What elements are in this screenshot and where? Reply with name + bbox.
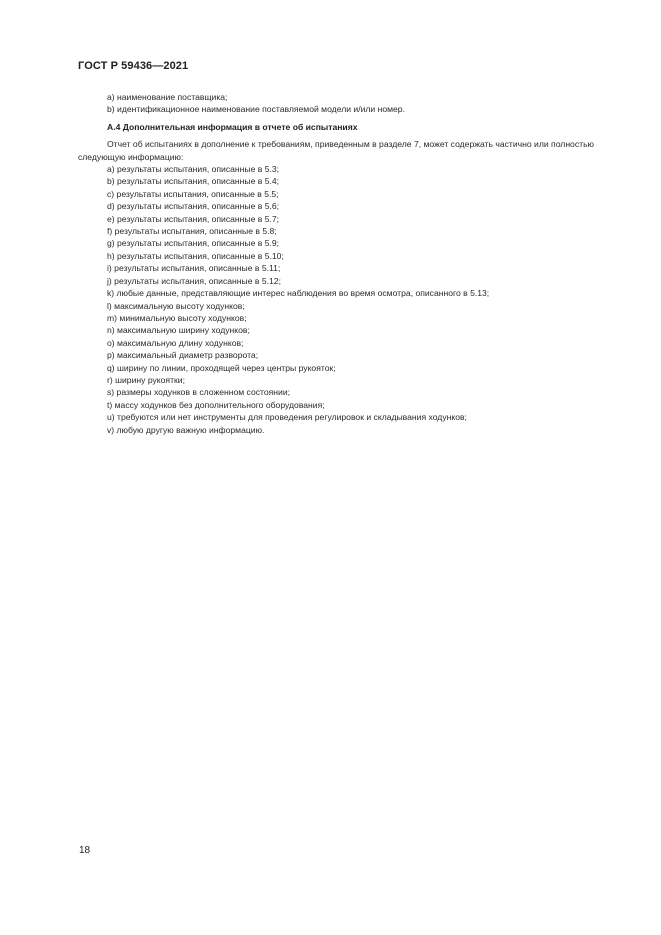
intro-item: a) наименование поставщика; [107,92,228,102]
section-paragraph: Отчет об испытаниях в дополнение к требованиям, приведенным в разделе 7, может содержать частично или полностью следующую информацию: [78,139,594,162]
list-item: t) массу ходунков без дополнительного оборудования; [107,399,325,410]
document-body [78,91,623,436]
list-item: i) результаты испытания, описанные в 5.11; [107,263,281,274]
intro-item: b) идентификационное наименование поставляемой модели и/или номер. [107,104,405,115]
list-item: o) максимальную длину ходунков; [107,337,244,348]
list-item: c) результаты испытания, описанные в 5.5; [107,188,279,199]
list-item: d) результаты испытания, описанные в 5.6; [107,201,280,212]
page-number: 18 [79,845,91,856]
list-item: k) любые данные, представляющие интерес наблюдения во время осмотра, описанного в 5.13; [107,288,490,299]
list-item: l) максимальную высоту ходунков; [107,300,245,311]
list-item: p) максимальный диаметр разворота; [107,350,259,361]
list-item: j) результаты испытания, описанные в 5.12; [107,275,281,286]
list-item: n) максимальную ширину ходунков; [107,325,250,336]
list-item: u) требуются или нет инструменты для проведения регулировок и складывания ходунков; [107,412,467,423]
list-item: s) размеры ходунков в сложенном состоянии; [107,387,291,398]
list-item: g) результаты испытания, описанные в 5.9; [107,238,280,249]
document-header: ГОСТ Р 59436—2021 [78,60,189,72]
section-number: А.4 [107,121,121,132]
section-heading [78,121,623,133]
list-item: v) любую другую важную информацию. [107,424,265,435]
list-item: h) результаты испытания, описанные в 5.10; [107,250,284,261]
list-item: b) результаты испытания, описанные в 5.4; [107,176,280,187]
list-item: q) ширину по линии, проходящей через центры рукояток; [107,362,336,373]
list-item: a) результаты испытания, описанные в 5.3; [107,164,280,175]
section-title: Дополнительная информация в отчете об испытаниях [122,121,358,132]
list-item: f) результаты испытания, описанные в 5.8; [107,226,277,237]
list-item: e) результаты испытания, описанные в 5.7; [107,213,280,224]
list-item: m) минимальную высоту ходунков; [107,312,247,323]
list-item: r) ширину рукоятки; [107,374,185,385]
